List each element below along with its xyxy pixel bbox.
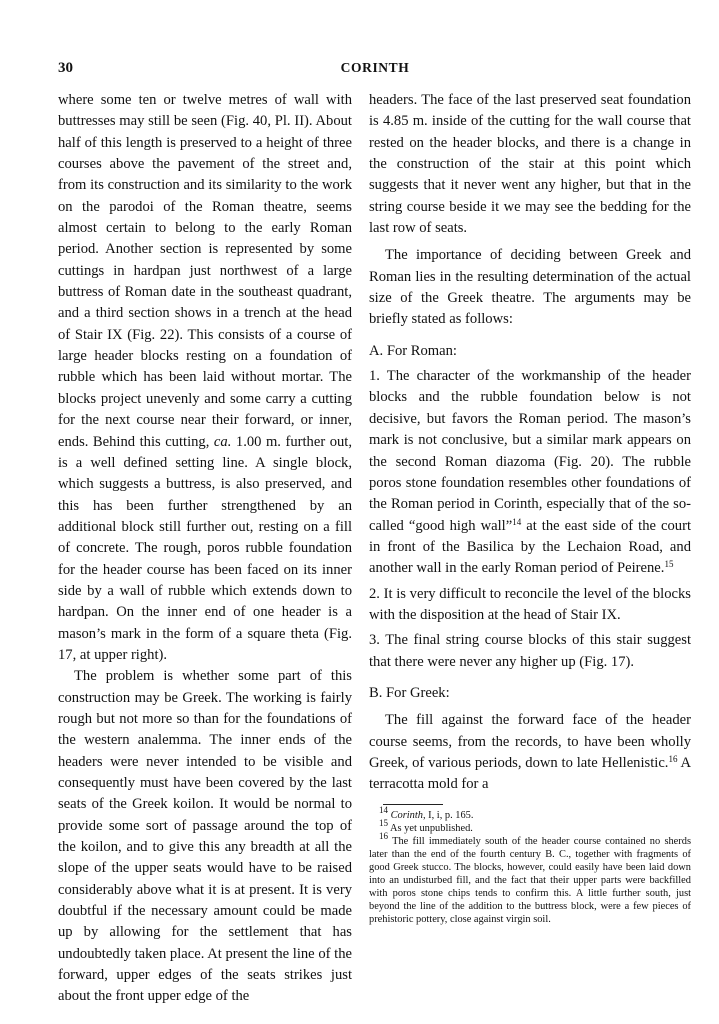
paragraph: headers. The face of the last preserved seat foundation is 4.85 m. inside of the cutting for the wall course that rested on the header blocks, and there is a change in the construction of the stair at this point which suggests that it never went any higher, but that in the string course beside it we may see the bedding for the last row of seats. [369,92,691,237]
list-item: 3. The final string course blocks of this stair suggest that there were never any higher up (Fig. 17). [369,632,691,670]
list-item: 2. It is very difficult to reconcile the level of the blocks with the disposition at the head of Stair IX. [369,585,691,623]
paragraph: The importance of deciding between Greek and Roman lies in the resulting determination of the actual size of the Greek theatre. The arguments may be briefly stated as follows: [369,247,691,328]
page-number: 30 [58,60,73,76]
running-title: CORINTH [340,60,410,75]
left-column [58,90,352,1008]
footnotes [369,804,691,927]
footnote-ref: 16 [668,753,678,764]
paragraph: The fill against the forward face of the header course seems, from the records, to have been wholly Greek, of various periods, down to late Hellenistic.$^{16}$ A terracotta mold for a [369,712,692,793]
footnote-divider [383,804,443,805]
footnote: $^{15}$ As yet unpublished. [379,817,473,834]
section-heading-greek: B. For Greek: [369,684,450,701]
section-heading-roman: A. For Roman: [369,342,457,359]
paragraph: where some ten or twelve metres of wall with buttresses may still be seen (Fig. 40, Pl. II). About half of this length is preserved to a height of three courses above the pavement of the street and, from its construction and its similarity to the work on the parodoi of the Roman theatre, seems almost certain to belong to the early Roman period. Another section is represented by some cuttings in hardpan just northwest of a large buttress of Roman date in the southeast quadrant, and a third section shows in a trench at the head of Stair IX (Fig. 22). This consists of a course of large header blocks resting on a foundation of rubble which has been laid without mortar. The blocks project unevenly and some carry a cutting for the next course near their forward, or inner, ends. Behind this cutting, ca. 1.00 m. further out, is a well defined setting line. A single block, which suggests a buttress, is also preserved, and this has been further strengthened by an additional block still further out, resting on a fill of concrete. The rough, poros rubble foundation for the header course has been faced on its inner side by a wall of rubble which extends down to hardpan. On the inner end of one header is a mason’s mark in the form of a square theta (Fig. 17, at upper right). [58,92,352,663]
right-column [369,90,691,927]
footnote-ref: 14 [512,516,522,527]
footnote: $^{14}$ Corinth, I, i, p. 165. [379,804,474,821]
footnote: $^{16}$ The fill immediately south of the header course contained no sherds later than the end of the fourth century B. C., together with fragments of good Greek stucco. The blocks, however, could easily have been laid down into an undisturbed fill, and the fact that their upper parts were backfilled with poros stone chips tends to confirm this. A little further south, just beyond the line of the addition to the buttress block, were a few pieces of prehistoric pottery, close against virgin soil. [369,830,691,926]
footnote-ref: 15 [664,559,674,570]
paragraph: The problem is whether some part of this construction may be Greek. The working is fairly rough but not more so than for the foundations of the western analemma. The inner ends of the headers were never intended to be visible and consequently must have been covered by the last seats of the Greek koilon. It would be normal to provide some sort of passage around the top of the koilon, and to give this any breadth at all the slope of the upper seats would have to be raised considerably above what it is at present. It is very doubtful if the necessary amount could be made up by allowing for the settlement that has undoubtedly taken place. At present the line of the forward, upper edges of the seats strikes just about the front upper edge of the [58,668,352,1005]
list-item: 1. The character of the workmanship of the header blocks and the rubble foundation below is not decisive, but favors the Roman period. The mason’s mark is not conclusive, but a similar mark appears on the second Roman diazoma (Fig. 20). The rubble poros stone foundation resembles other foundations of the Roman period in Corinth, especially that of the so-called “good high wall”$^{14}$ at the east side of the court in front of the Basilica by the Lechaion Road, and another wall in the early Roman period of Peirene.$^{15}$ [369,368,692,577]
page-header [58,60,692,82]
